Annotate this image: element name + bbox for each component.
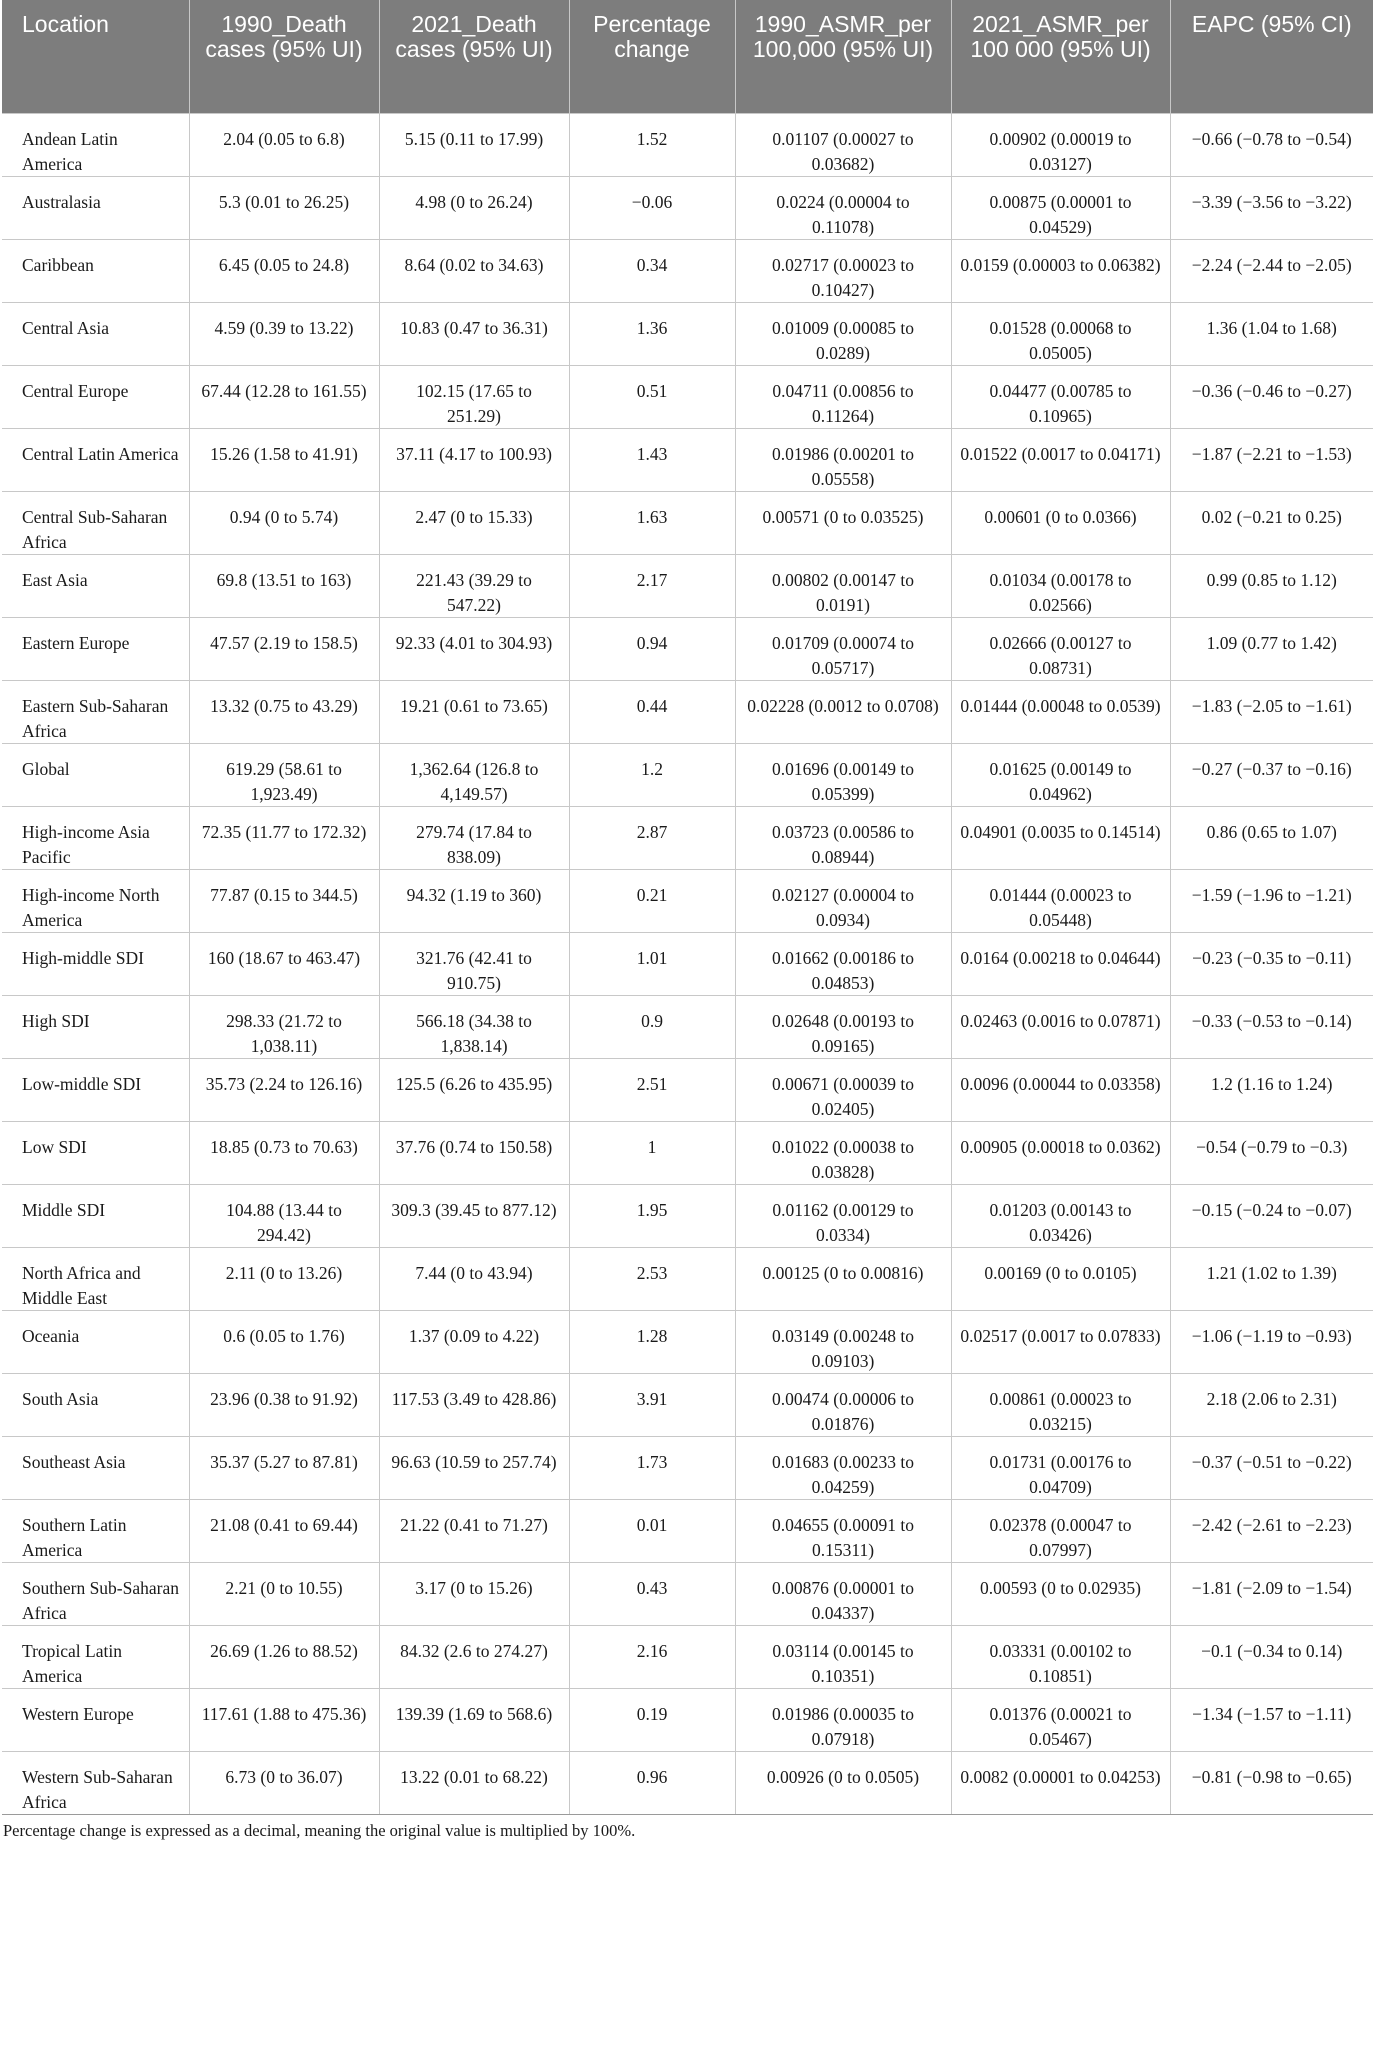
- value-cell: −1.34 (−1.57 to −1.11): [1170, 1689, 1373, 1752]
- value-cell: 566.18 (34.38 to 1,838.14): [379, 996, 569, 1059]
- location-cell: Eastern Sub-Saharan Africa: [2, 681, 189, 744]
- value-cell: 10.83 (0.47 to 36.31): [379, 303, 569, 366]
- value-cell: 69.8 (13.51 to 163): [189, 555, 379, 618]
- location-cell: Middle SDI: [2, 1185, 189, 1248]
- value-cell: 1.36: [569, 303, 735, 366]
- value-cell: 0.04901 (0.0035 to 0.14514): [951, 807, 1170, 870]
- location-cell: Southern Latin America: [2, 1500, 189, 1563]
- value-cell: 4.59 (0.39 to 13.22): [189, 303, 379, 366]
- location-cell: High-middle SDI: [2, 933, 189, 996]
- value-cell: 0.0096 (0.00044 to 0.03358): [951, 1059, 1170, 1122]
- value-cell: 0.01625 (0.00149 to 0.04962): [951, 744, 1170, 807]
- table-body: [2, 114, 1373, 1815]
- location-cell: Australasia: [2, 177, 189, 240]
- value-cell: 1.43: [569, 429, 735, 492]
- value-cell: 1,362.64 (126.8 to 4,149.57): [379, 744, 569, 807]
- value-cell: 2.47 (0 to 15.33): [379, 492, 569, 555]
- value-cell: −0.1 (−0.34 to 0.14): [1170, 1626, 1373, 1689]
- value-cell: 2.18 (2.06 to 2.31): [1170, 1374, 1373, 1437]
- value-cell: 26.69 (1.26 to 88.52): [189, 1626, 379, 1689]
- value-cell: 0.0224 (0.00004 to 0.11078): [735, 177, 951, 240]
- value-cell: 72.35 (11.77 to 172.32): [189, 807, 379, 870]
- value-cell: 92.33 (4.01 to 304.93): [379, 618, 569, 681]
- table-row: [2, 933, 1373, 996]
- value-cell: 0.02127 (0.00004 to 0.0934): [735, 870, 951, 933]
- value-cell: 117.53 (3.49 to 428.86): [379, 1374, 569, 1437]
- value-cell: 15.26 (1.58 to 41.91): [189, 429, 379, 492]
- value-cell: 0.02517 (0.0017 to 0.07833): [951, 1311, 1170, 1374]
- value-cell: 0.43: [569, 1563, 735, 1626]
- value-cell: 84.32 (2.6 to 274.27): [379, 1626, 569, 1689]
- value-cell: −0.15 (−0.24 to −0.07): [1170, 1185, 1373, 1248]
- value-cell: 21.22 (0.41 to 71.27): [379, 1500, 569, 1563]
- value-cell: 0.00902 (0.00019 to 0.03127): [951, 114, 1170, 177]
- table-row: [2, 114, 1373, 177]
- value-cell: 0.02648 (0.00193 to 0.09165): [735, 996, 951, 1059]
- value-cell: 321.76 (42.41 to 910.75): [379, 933, 569, 996]
- table-row: [2, 1059, 1373, 1122]
- value-cell: −1.83 (−2.05 to −1.61): [1170, 681, 1373, 744]
- column-header: 1990_Death cases (95% UI): [189, 0, 379, 114]
- table-row: [2, 555, 1373, 618]
- value-cell: 0.01009 (0.00085 to 0.0289): [735, 303, 951, 366]
- value-cell: 13.32 (0.75 to 43.29): [189, 681, 379, 744]
- value-cell: −2.42 (−2.61 to −2.23): [1170, 1500, 1373, 1563]
- value-cell: 0.94 (0 to 5.74): [189, 492, 379, 555]
- value-cell: 125.5 (6.26 to 435.95): [379, 1059, 569, 1122]
- value-cell: 3.17 (0 to 15.26): [379, 1563, 569, 1626]
- location-cell: North Africa and Middle East: [2, 1248, 189, 1311]
- value-cell: 1.95: [569, 1185, 735, 1248]
- value-cell: 0.01731 (0.00176 to 0.04709): [951, 1437, 1170, 1500]
- value-cell: 0.0082 (0.00001 to 0.04253): [951, 1752, 1170, 1815]
- value-cell: 139.39 (1.69 to 568.6): [379, 1689, 569, 1752]
- value-cell: 0.03114 (0.00145 to 0.10351): [735, 1626, 951, 1689]
- table-row: [2, 303, 1373, 366]
- table-row: [2, 429, 1373, 492]
- value-cell: 0.04477 (0.00785 to 0.10965): [951, 366, 1170, 429]
- value-cell: −0.54 (−0.79 to −0.3): [1170, 1122, 1373, 1185]
- value-cell: 0.01709 (0.00074 to 0.05717): [735, 618, 951, 681]
- value-cell: 2.04 (0.05 to 6.8): [189, 114, 379, 177]
- table-row: [2, 240, 1373, 303]
- value-cell: 67.44 (12.28 to 161.55): [189, 366, 379, 429]
- location-cell: East Asia: [2, 555, 189, 618]
- table-row: [2, 177, 1373, 240]
- table-row: [2, 1374, 1373, 1437]
- location-cell: Central Europe: [2, 366, 189, 429]
- value-cell: 1.73: [569, 1437, 735, 1500]
- value-cell: 0.01986 (0.00035 to 0.07918): [735, 1689, 951, 1752]
- table-row: [2, 1311, 1373, 1374]
- value-cell: 0.9: [569, 996, 735, 1059]
- value-cell: −0.06: [569, 177, 735, 240]
- value-cell: 309.3 (39.45 to 877.12): [379, 1185, 569, 1248]
- value-cell: 0.00125 (0 to 0.00816): [735, 1248, 951, 1311]
- value-cell: 0.01662 (0.00186 to 0.04853): [735, 933, 951, 996]
- value-cell: 6.73 (0 to 36.07): [189, 1752, 379, 1815]
- location-cell: Low SDI: [2, 1122, 189, 1185]
- table-row: [2, 1437, 1373, 1500]
- table-row: [2, 744, 1373, 807]
- table-row: [2, 807, 1373, 870]
- value-cell: 0.02463 (0.0016 to 0.07871): [951, 996, 1170, 1059]
- value-cell: 18.85 (0.73 to 70.63): [189, 1122, 379, 1185]
- value-cell: −0.27 (−0.37 to −0.16): [1170, 744, 1373, 807]
- value-cell: 35.37 (5.27 to 87.81): [189, 1437, 379, 1500]
- value-cell: −0.33 (−0.53 to −0.14): [1170, 996, 1373, 1059]
- value-cell: −0.36 (−0.46 to −0.27): [1170, 366, 1373, 429]
- value-cell: 0.03149 (0.00248 to 0.09103): [735, 1311, 951, 1374]
- location-cell: Southeast Asia: [2, 1437, 189, 1500]
- table-row: [2, 618, 1373, 681]
- value-cell: 0.03331 (0.00102 to 0.10851): [951, 1626, 1170, 1689]
- value-cell: 7.44 (0 to 43.94): [379, 1248, 569, 1311]
- value-cell: 0.00861 (0.00023 to 0.03215): [951, 1374, 1170, 1437]
- column-header: Percentage change: [569, 0, 735, 114]
- column-header: 2021_ASMR_per 100 000 (95% UI): [951, 0, 1170, 114]
- value-cell: 0.19: [569, 1689, 735, 1752]
- table-footnote: Percentage change is expressed as a decimal, meaning the original value is multiplied by 100%.: [3, 1821, 636, 1840]
- value-cell: 1.01: [569, 933, 735, 996]
- value-cell: 0.6 (0.05 to 1.76): [189, 1311, 379, 1374]
- value-cell: 1.28: [569, 1311, 735, 1374]
- location-cell: South Asia: [2, 1374, 189, 1437]
- value-cell: 1: [569, 1122, 735, 1185]
- value-cell: 0.00671 (0.00039 to 0.02405): [735, 1059, 951, 1122]
- value-cell: 1.63: [569, 492, 735, 555]
- value-cell: 0.96: [569, 1752, 735, 1815]
- table-row: [2, 492, 1373, 555]
- header-row: [2, 0, 1373, 114]
- value-cell: 2.11 (0 to 13.26): [189, 1248, 379, 1311]
- table-row: [2, 1626, 1373, 1689]
- value-cell: 37.76 (0.74 to 150.58): [379, 1122, 569, 1185]
- value-cell: 0.00875 (0.00001 to 0.04529): [951, 177, 1170, 240]
- column-header: 1990_ASMR_per 100,000 (95% UI): [735, 0, 951, 114]
- value-cell: 0.02717 (0.00023 to 0.10427): [735, 240, 951, 303]
- value-cell: 4.98 (0 to 26.24): [379, 177, 569, 240]
- value-cell: 1.37 (0.09 to 4.22): [379, 1311, 569, 1374]
- value-cell: 2.51: [569, 1059, 735, 1122]
- value-cell: 37.11 (4.17 to 100.93): [379, 429, 569, 492]
- value-cell: 117.61 (1.88 to 475.36): [189, 1689, 379, 1752]
- value-cell: 0.01696 (0.00149 to 0.05399): [735, 744, 951, 807]
- value-cell: 0.01376 (0.00021 to 0.05467): [951, 1689, 1170, 1752]
- value-cell: 23.96 (0.38 to 91.92): [189, 1374, 379, 1437]
- table-row: [2, 870, 1373, 933]
- value-cell: 0.34: [569, 240, 735, 303]
- value-cell: 160 (18.67 to 463.47): [189, 933, 379, 996]
- value-cell: 5.3 (0.01 to 26.25): [189, 177, 379, 240]
- value-cell: 0.01022 (0.00038 to 0.03828): [735, 1122, 951, 1185]
- value-cell: 0.44: [569, 681, 735, 744]
- value-cell: 96.63 (10.59 to 257.74): [379, 1437, 569, 1500]
- table-row: [2, 1563, 1373, 1626]
- value-cell: 0.01162 (0.00129 to 0.0334): [735, 1185, 951, 1248]
- table-row: [2, 1122, 1373, 1185]
- value-cell: 0.04655 (0.00091 to 0.15311): [735, 1500, 951, 1563]
- value-cell: 3.91: [569, 1374, 735, 1437]
- location-cell: High-income North America: [2, 870, 189, 933]
- value-cell: 1.2: [569, 744, 735, 807]
- value-cell: 279.74 (17.84 to 838.09): [379, 807, 569, 870]
- value-cell: 221.43 (39.29 to 547.22): [379, 555, 569, 618]
- value-cell: 77.87 (0.15 to 344.5): [189, 870, 379, 933]
- location-cell: Southern Sub-Saharan Africa: [2, 1563, 189, 1626]
- location-cell: Central Latin America: [2, 429, 189, 492]
- value-cell: 0.00802 (0.00147 to 0.0191): [735, 555, 951, 618]
- value-cell: −0.81 (−0.98 to −0.65): [1170, 1752, 1373, 1815]
- location-cell: Caribbean: [2, 240, 189, 303]
- column-header: Location: [2, 0, 189, 114]
- value-cell: 0.01: [569, 1500, 735, 1563]
- value-cell: 0.01034 (0.00178 to 0.02566): [951, 555, 1170, 618]
- table-row: [2, 1689, 1373, 1752]
- column-header: EAPC (95% CI): [1170, 0, 1373, 114]
- table-row: [2, 1500, 1373, 1563]
- value-cell: −1.06 (−1.19 to −0.93): [1170, 1311, 1373, 1374]
- location-cell: Central Asia: [2, 303, 189, 366]
- value-cell: 0.21: [569, 870, 735, 933]
- location-cell: Western Europe: [2, 1689, 189, 1752]
- value-cell: 2.16: [569, 1626, 735, 1689]
- value-cell: 104.88 (13.44 to 294.42): [189, 1185, 379, 1248]
- value-cell: −0.66 (−0.78 to −0.54): [1170, 114, 1373, 177]
- value-cell: 0.01444 (0.00023 to 0.05448): [951, 870, 1170, 933]
- location-cell: Eastern Europe: [2, 618, 189, 681]
- value-cell: 8.64 (0.02 to 34.63): [379, 240, 569, 303]
- value-cell: 5.15 (0.11 to 17.99): [379, 114, 569, 177]
- value-cell: 0.03723 (0.00586 to 0.08944): [735, 807, 951, 870]
- value-cell: 21.08 (0.41 to 69.44): [189, 1500, 379, 1563]
- value-cell: 0.99 (0.85 to 1.12): [1170, 555, 1373, 618]
- location-cell: High-income Asia Pacific: [2, 807, 189, 870]
- value-cell: 0.86 (0.65 to 1.07): [1170, 807, 1373, 870]
- table-row: [2, 366, 1373, 429]
- location-cell: Western Sub-Saharan Africa: [2, 1752, 189, 1815]
- value-cell: 94.32 (1.19 to 360): [379, 870, 569, 933]
- location-cell: High SDI: [2, 996, 189, 1059]
- value-cell: 0.00571 (0 to 0.03525): [735, 492, 951, 555]
- location-cell: Global: [2, 744, 189, 807]
- value-cell: 0.02666 (0.00127 to 0.08731): [951, 618, 1170, 681]
- value-cell: 2.53: [569, 1248, 735, 1311]
- value-cell: 35.73 (2.24 to 126.16): [189, 1059, 379, 1122]
- value-cell: 0.02228 (0.0012 to 0.0708): [735, 681, 951, 744]
- value-cell: 0.01986 (0.00201 to 0.05558): [735, 429, 951, 492]
- value-cell: 0.00905 (0.00018 to 0.0362): [951, 1122, 1170, 1185]
- value-cell: 0.00474 (0.00006 to 0.01876): [735, 1374, 951, 1437]
- value-cell: 47.57 (2.19 to 158.5): [189, 618, 379, 681]
- value-cell: 0.02378 (0.00047 to 0.07997): [951, 1500, 1170, 1563]
- value-cell: 0.01444 (0.00048 to 0.0539): [951, 681, 1170, 744]
- value-cell: 1.2 (1.16 to 1.24): [1170, 1059, 1373, 1122]
- value-cell: 0.94: [569, 618, 735, 681]
- value-cell: −2.24 (−2.44 to −2.05): [1170, 240, 1373, 303]
- column-header: 2021_Death cases (95% UI): [379, 0, 569, 114]
- value-cell: 1.09 (0.77 to 1.42): [1170, 618, 1373, 681]
- value-cell: 0.01107 (0.00027 to 0.03682): [735, 114, 951, 177]
- value-cell: 298.33 (21.72 to 1,038.11): [189, 996, 379, 1059]
- value-cell: 1.52: [569, 114, 735, 177]
- value-cell: 102.15 (17.65 to 251.29): [379, 366, 569, 429]
- value-cell: −1.59 (−1.96 to −1.21): [1170, 870, 1373, 933]
- table-row: [2, 681, 1373, 744]
- location-cell: Central Sub-Saharan Africa: [2, 492, 189, 555]
- location-cell: Low-middle SDI: [2, 1059, 189, 1122]
- value-cell: 0.00169 (0 to 0.0105): [951, 1248, 1170, 1311]
- value-cell: 0.0164 (0.00218 to 0.04644): [951, 933, 1170, 996]
- value-cell: 0.04711 (0.00856 to 0.11264): [735, 366, 951, 429]
- value-cell: −1.81 (−2.09 to −1.54): [1170, 1563, 1373, 1626]
- data-table: [2, 0, 1373, 1815]
- value-cell: 0.01528 (0.00068 to 0.05005): [951, 303, 1170, 366]
- value-cell: 6.45 (0.05 to 24.8): [189, 240, 379, 303]
- location-cell: Oceania: [2, 1311, 189, 1374]
- location-cell: Andean Latin America: [2, 114, 189, 177]
- value-cell: 19.21 (0.61 to 73.65): [379, 681, 569, 744]
- value-cell: −3.39 (−3.56 to −3.22): [1170, 177, 1373, 240]
- value-cell: −0.37 (−0.51 to −0.22): [1170, 1437, 1373, 1500]
- value-cell: 0.00593 (0 to 0.02935): [951, 1563, 1170, 1626]
- value-cell: 0.01203 (0.00143 to 0.03426): [951, 1185, 1170, 1248]
- value-cell: 2.21 (0 to 10.55): [189, 1563, 379, 1626]
- value-cell: 0.00876 (0.00001 to 0.04337): [735, 1563, 951, 1626]
- value-cell: 2.17: [569, 555, 735, 618]
- value-cell: −1.87 (−2.21 to −1.53): [1170, 429, 1373, 492]
- value-cell: 0.01522 (0.0017 to 0.04171): [951, 429, 1170, 492]
- value-cell: −0.23 (−0.35 to −0.11): [1170, 933, 1373, 996]
- table-row: [2, 1185, 1373, 1248]
- value-cell: 0.00601 (0 to 0.0366): [951, 492, 1170, 555]
- value-cell: 0.0159 (0.00003 to 0.06382): [951, 240, 1170, 303]
- value-cell: 0.51: [569, 366, 735, 429]
- table-row: [2, 1248, 1373, 1311]
- value-cell: 1.21 (1.02 to 1.39): [1170, 1248, 1373, 1311]
- table-header: [2, 0, 1373, 114]
- value-cell: 0.02 (−0.21 to 0.25): [1170, 492, 1373, 555]
- value-cell: 0.01683 (0.00233 to 0.04259): [735, 1437, 951, 1500]
- table-row: [2, 1752, 1373, 1815]
- table-row: [2, 996, 1373, 1059]
- value-cell: 619.29 (58.61 to 1,923.49): [189, 744, 379, 807]
- value-cell: 1.36 (1.04 to 1.68): [1170, 303, 1373, 366]
- value-cell: 0.00926 (0 to 0.0505): [735, 1752, 951, 1815]
- value-cell: 13.22 (0.01 to 68.22): [379, 1752, 569, 1815]
- location-cell: Tropical Latin America: [2, 1626, 189, 1689]
- value-cell: 2.87: [569, 807, 735, 870]
